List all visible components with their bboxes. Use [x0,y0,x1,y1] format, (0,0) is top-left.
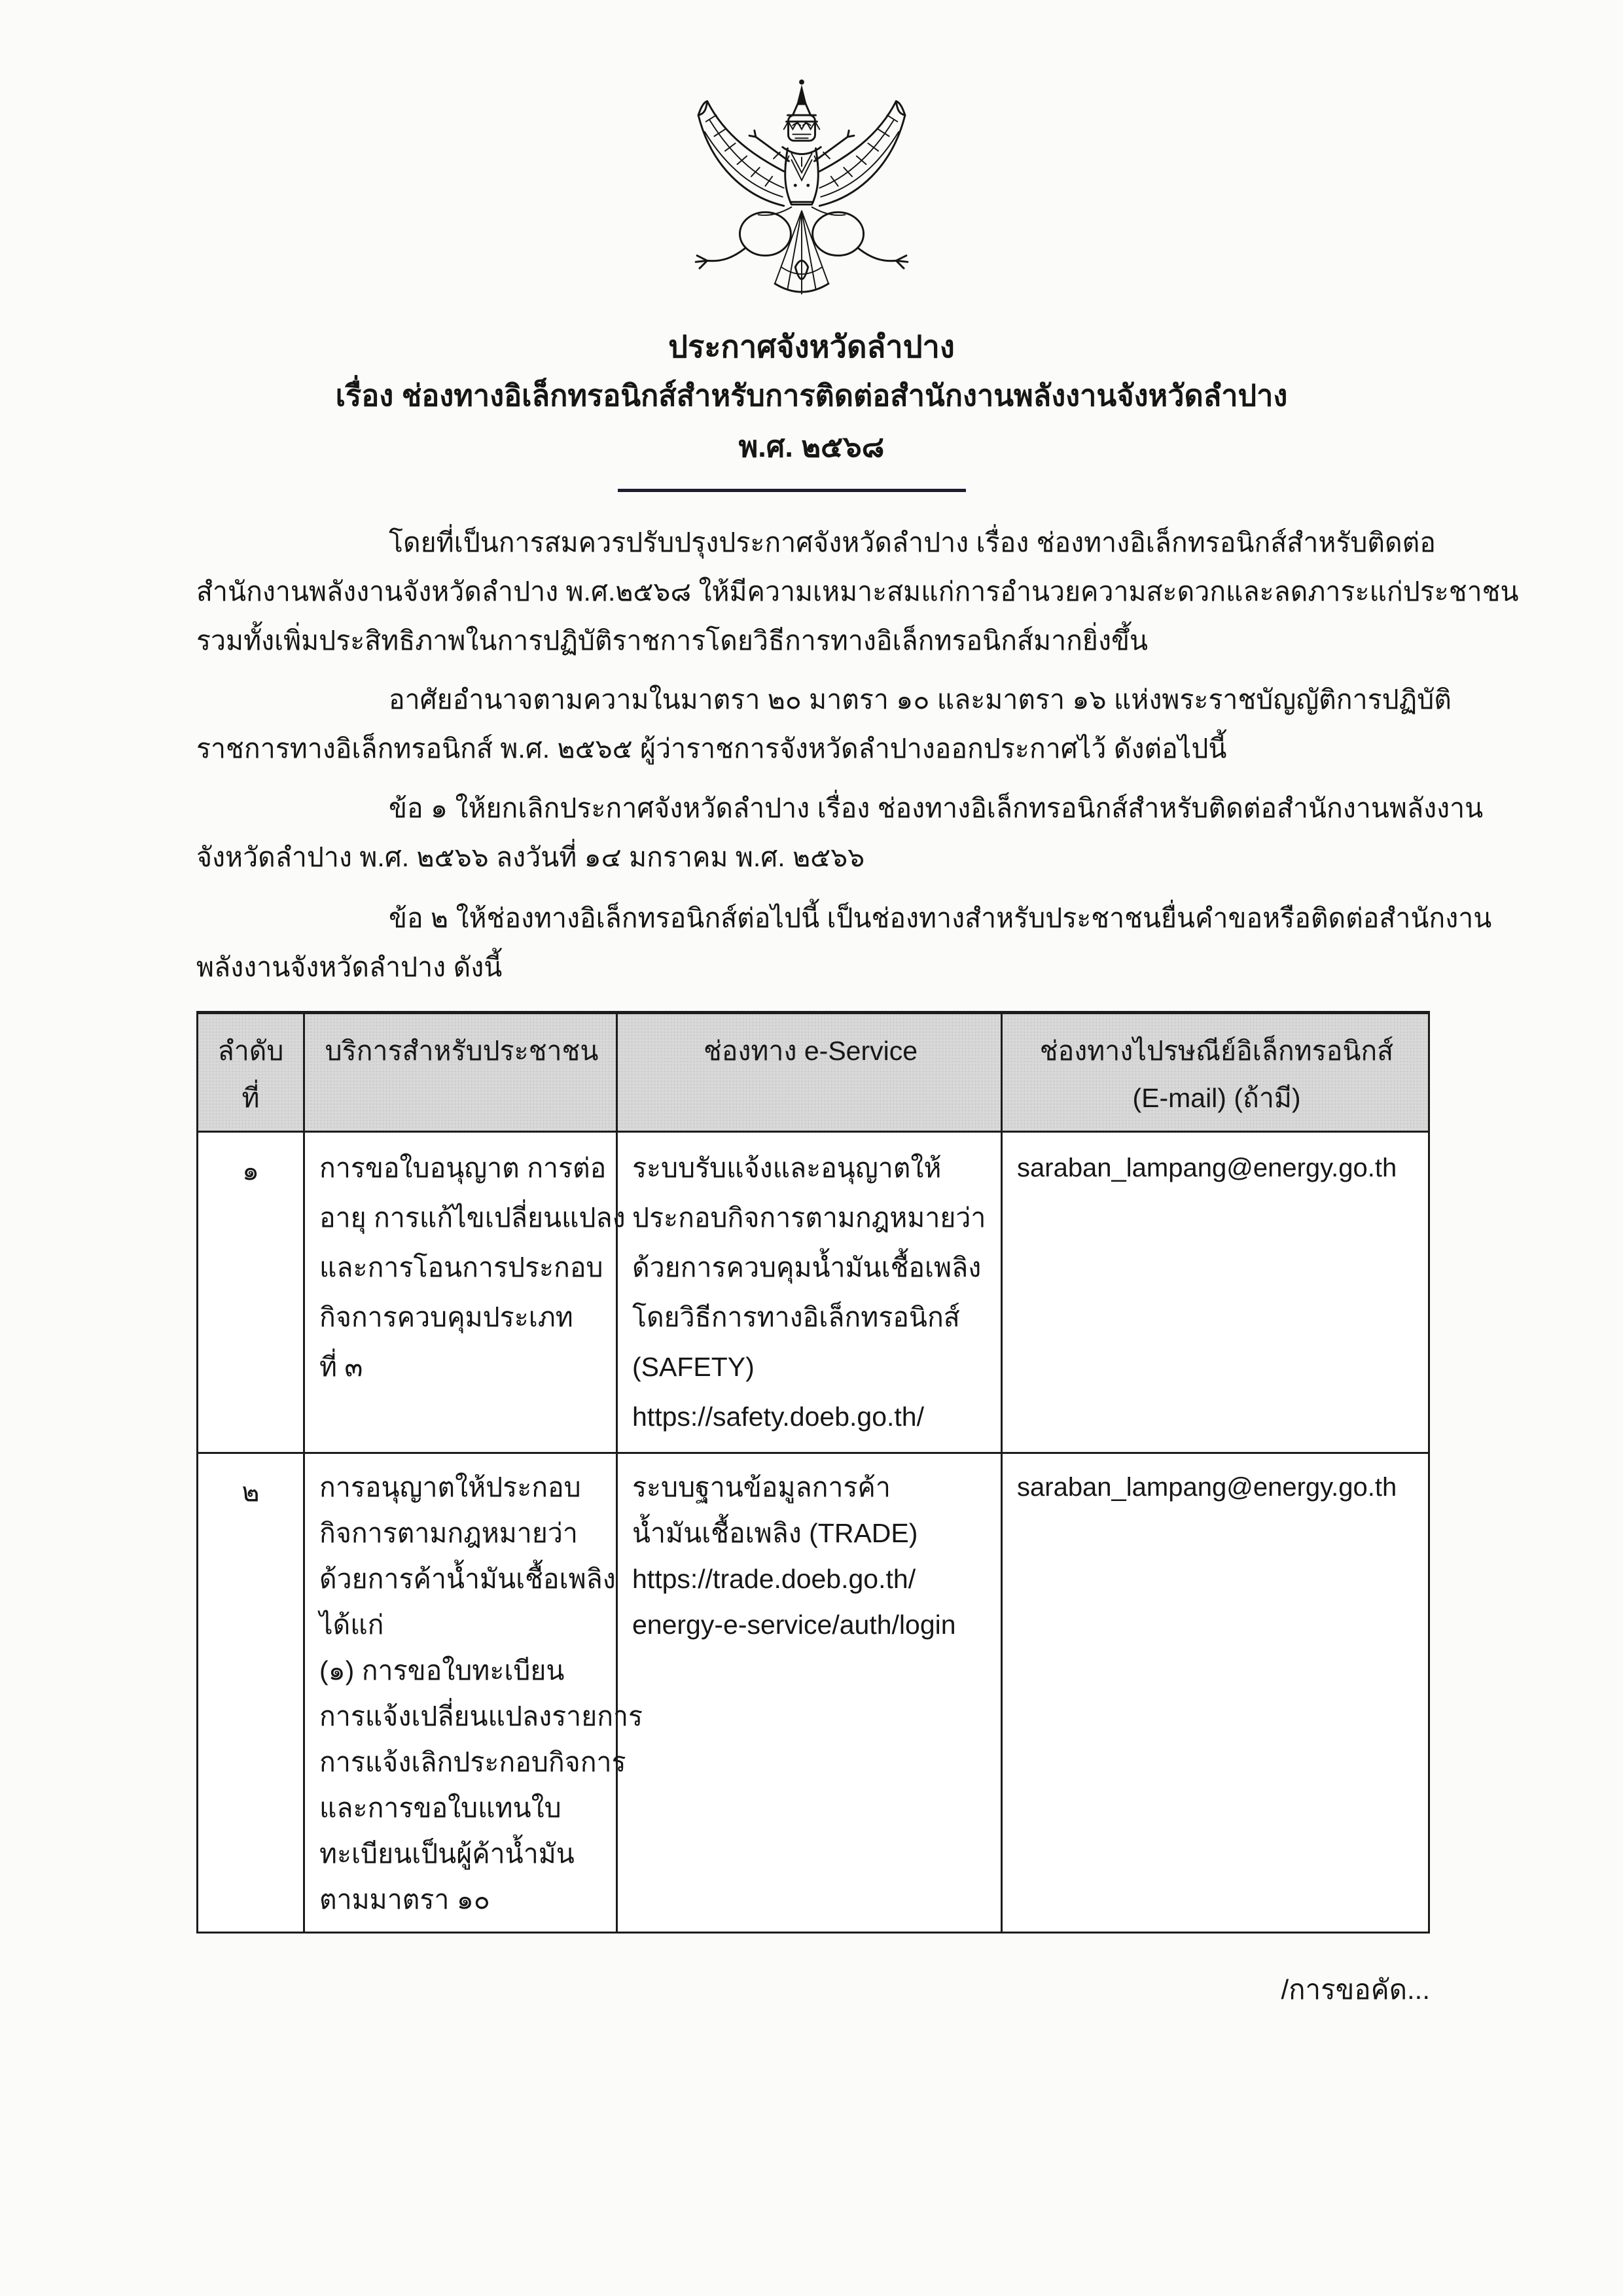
cell-line: และการขอใบแทนใบ [319,1793,562,1823]
announcement-subject: เรื่อง ช่องทางอิเล็กทรอนิกส์สำหรับการติดต่อสำนักงานพลังงานจังหวัดลำปาง [335,379,1288,412]
cell-line: การแจ้งเลิกประกอบกิจการ [319,1747,626,1777]
email-text: saraban_lampang@energy.go.th [1017,1154,1397,1182]
email-text: saraban_lampang@energy.go.th [1017,1473,1397,1502]
header-text: (E-mail) (ถ้ามี) [1132,1083,1301,1113]
paragraph-line: โดยที่เป็นการสมควรปรับปรุงประกาศจังหวัดลำปาง เรื่อง ช่องทางอิเล็กทรอนิกส์สำหรับติดต่อ [389,527,1436,557]
cell-line: ที่ ๓ [319,1352,363,1382]
cell-line: น้ำมันเชื้อเพลิง (TRADE) [632,1518,918,1548]
row-number: ๒ [241,1477,260,1507]
row-number: ๑ [241,1156,260,1186]
paragraph-line: อาศัยอำนาจตามความในมาตรา ๒๐ มาตรา ๑๐ และมาตรา ๑๖ แห่งพระราชบัญญัติการปฏิบัติ [389,684,1452,715]
cell-order-no [198,1133,305,1452]
cell-line: (๑) การขอใบทะเบียน [319,1655,565,1686]
table-header-row [198,1014,1428,1133]
header-text: บริการสำหรับประชาชน [325,1036,599,1066]
paragraph-clause-1 [196,784,1484,882]
cell-line: ด้วยการควบคุมน้ำมันเชื้อเพลิง [632,1252,982,1282]
paragraph-line: จังหวัดลำปาง พ.ศ. ๒๕๖๖ ลงวันที่ ๑๔ มกราคม พ.ศ. ๒๕๖๖ [196,842,865,872]
cell-eservice-channel [618,1133,1003,1452]
paragraph-legal-basis [196,675,1452,773]
e-service-channels-table [196,1011,1430,1934]
paragraph-clause-2 [196,894,1492,992]
cell-line: การขอใบอนุญาต การต่อ [319,1153,607,1183]
eservice-url-text: https://safety.doeb.go.th/ [632,1402,924,1432]
table-row [198,1133,1428,1454]
header-cell-order-no [198,1014,305,1131]
cell-public-service [305,1133,626,1452]
cell-email [1003,1454,1428,1932]
header-cell-public-service [305,1014,618,1131]
header-cell-eservice-channel [618,1014,1003,1131]
paragraph-line: พลังงานจังหวัดลำปาง ดังนี้ [196,952,503,982]
eservice-url-text: energy-e-service/auth/login [632,1610,956,1640]
table-row [198,1454,1428,1932]
paragraph-line: รวมทั้งเพิ่มประสิทธิภาพในการปฏิบัติราชการโดยวิธีการทางอิเล็กทรอนิกส์มากยิ่งขึ้น [196,626,1149,656]
paragraph-line: ข้อ ๒ ให้ช่องทางอิเล็กทรอนิกส์ต่อไปนี้ เป็นช่องทางสำหรับประชาชนยื่นคำขอหรือติดต่อสำนักงาน [389,903,1492,933]
header-text: ช่องทางไปรษณีย์อิเล็กทรอนิกส์ [1039,1036,1394,1066]
cell-line: ประกอบกิจการตามกฎหมายว่า [632,1203,986,1233]
cell-public-service [305,1454,643,1932]
cell-line: การอนุญาตให้ประกอบ [319,1472,581,1502]
cell-email [1003,1133,1428,1452]
cell-line: ระบบรับแจ้งและอนุญาตให้ [632,1153,942,1183]
garuda-emblem-icon [674,73,929,314]
eservice-url-text: https://trade.doeb.go.th/ [632,1564,916,1594]
header-text: ลำดับ [217,1036,284,1066]
cell-line: ด้วยการค้าน้ำมันเชื้อเพลิง [319,1564,616,1594]
cell-line: (SAFETY) [632,1352,755,1382]
page-continuation-note: /การขอคัด... [1281,1974,1430,2005]
paragraph-line: ข้อ ๑ ให้ยกเลิกประกาศจังหวัดลำปาง เรื่อง ช่องทางอิเล็กทรอนิกส์สำหรับติดต่อสำนักงานพลังงาน [389,793,1484,823]
cell-line: ได้แก่ [319,1610,384,1640]
cell-line: ทะเบียนเป็นผู้ค้าน้ำมัน [319,1839,575,1869]
cell-line: การแจ้งเปลี่ยนแปลงรายการ [319,1701,643,1731]
cell-line: กิจการตามกฎหมายว่า [319,1518,578,1548]
title-divider-rule [618,489,966,492]
header-text: ช่องทาง e-Service [703,1036,918,1066]
paragraph-line: สำนักงานพลังงานจังหวัดลำปาง พ.ศ.๒๕๖๘ ให้มีความเหมาะสมแก่การอำนวยความสะดวกและลดภาระแก่ประชาชน [196,576,1519,607]
cell-line: กิจการควบคุมประเภท [319,1302,573,1332]
cell-order-no [198,1454,305,1932]
cell-eservice-channel [618,1454,1003,1932]
header-cell-email-channel [1003,1014,1428,1131]
announcement-year: พ.ศ. ๒๕๖๘ [738,430,885,463]
cell-line: โดยวิธีการทางอิเล็กทรอนิกส์ [632,1302,960,1332]
cell-line: อายุ การแก้ไขเปลี่ยนแปลง [319,1203,626,1233]
cell-line: ระบบฐานข้อมูลการค้า [632,1472,891,1502]
announcement-title: ประกาศจังหวัดลำปาง [668,329,955,364]
paragraph-preamble [196,518,1519,665]
cell-line: ตามมาตรา ๑๐ [319,1884,490,1915]
cell-line: และการโอนการประกอบ [319,1252,603,1282]
header-text: ที่ [241,1083,260,1113]
paragraph-line: ราชการทางอิเล็กทรอนิกส์ พ.ศ. ๒๕๖๕ ผู้ว่าราชการจังหวัดลำปางออกประกาศไว้ ดังต่อไปนี้ [196,733,1227,764]
